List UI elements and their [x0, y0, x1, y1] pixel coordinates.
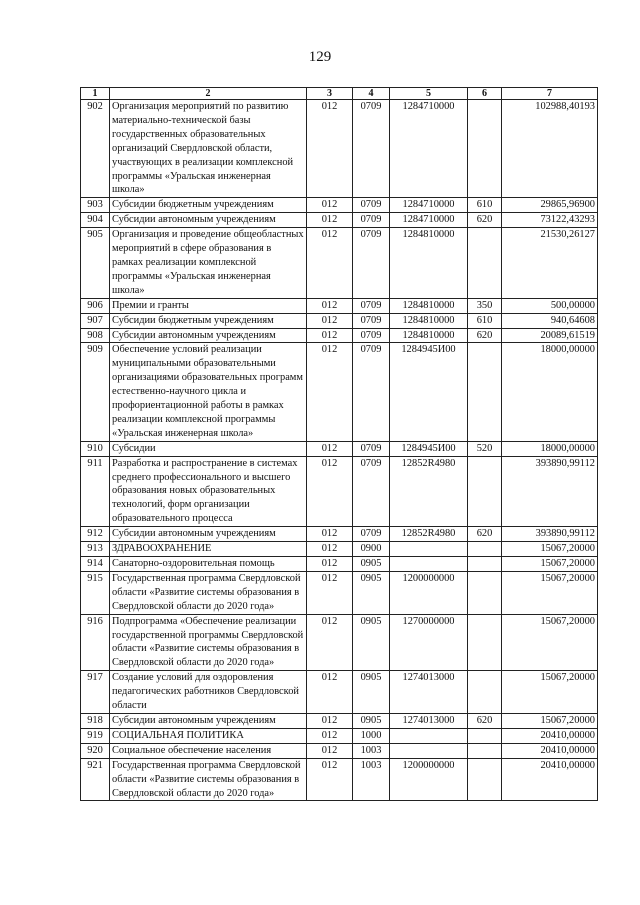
table-row	[81, 713, 598, 728]
table-row	[81, 213, 598, 228]
row-number: 910	[81, 441, 110, 456]
row-article-code: 1284945И00	[390, 441, 468, 456]
table-row	[81, 671, 598, 714]
row-expense-type: 620	[468, 213, 502, 228]
row-amount: 20410,00000	[502, 758, 598, 801]
row-section-code: 0709	[353, 198, 390, 213]
row-admin-code: 012	[307, 441, 353, 456]
row-section-code: 0709	[353, 213, 390, 228]
table-row	[81, 298, 598, 313]
row-section-code: 0900	[353, 542, 390, 557]
row-name: Санаторно-оздоровительная помощь	[110, 557, 307, 572]
header-col-6: 6	[468, 88, 502, 100]
row-expense-type	[468, 343, 502, 441]
row-article-code: 1284810000	[390, 228, 468, 299]
row-section-code: 1003	[353, 758, 390, 801]
table-row	[81, 456, 598, 527]
row-expense-type: 610	[468, 198, 502, 213]
row-article-code: 1200000000	[390, 571, 468, 614]
row-amount: 15067,20000	[502, 614, 598, 671]
row-name: Субсидии автономным учреждениям	[110, 527, 307, 542]
row-expense-type	[468, 228, 502, 299]
row-admin-code: 012	[307, 298, 353, 313]
table-row	[81, 614, 598, 671]
row-admin-code: 012	[307, 343, 353, 441]
row-expense-type: 350	[468, 298, 502, 313]
row-number: 914	[81, 557, 110, 572]
table-row	[81, 328, 598, 343]
row-name: Субсидии автономным учреждениям	[110, 328, 307, 343]
row-number: 903	[81, 198, 110, 213]
row-article-code	[390, 728, 468, 743]
row-admin-code: 012	[307, 542, 353, 557]
row-number: 907	[81, 313, 110, 328]
row-section-code: 0905	[353, 671, 390, 714]
header-col-7: 7	[502, 88, 598, 100]
row-amount: 15067,20000	[502, 713, 598, 728]
budget-table	[80, 87, 598, 801]
row-section-code: 0709	[353, 298, 390, 313]
row-name: СОЦИАЛЬНАЯ ПОЛИТИКА	[110, 728, 307, 743]
row-name: Подпрограмма «Обеспечение реализации государственной программы Свердловской области «Развитие системы образования в Свердловской области до 2020 года»	[110, 614, 307, 671]
header-col-4: 4	[353, 88, 390, 100]
row-section-code: 1003	[353, 743, 390, 758]
table-row	[81, 527, 598, 542]
row-admin-code: 012	[307, 671, 353, 714]
header-col-3: 3	[307, 88, 353, 100]
row-section-code: 0709	[353, 313, 390, 328]
table-body	[81, 100, 598, 801]
table-row	[81, 441, 598, 456]
row-amount: 15067,20000	[502, 671, 598, 714]
row-section-code: 0709	[353, 441, 390, 456]
row-expense-type	[468, 743, 502, 758]
row-number: 912	[81, 527, 110, 542]
row-amount: 393890,99112	[502, 527, 598, 542]
table-row	[81, 100, 598, 198]
row-article-code: 1284710000	[390, 198, 468, 213]
row-name: Субсидии бюджетным учреждениям	[110, 313, 307, 328]
table-row	[81, 542, 598, 557]
row-number: 913	[81, 542, 110, 557]
row-name: Организация и проведение общеобластных мероприятий в сфере образования в рамках реализации комплексной программы «Уральская инженерная школа»	[110, 228, 307, 299]
row-expense-type	[468, 671, 502, 714]
row-article-code	[390, 743, 468, 758]
row-name: Создание условий для оздоровления педагогических работников Свердловской области	[110, 671, 307, 714]
row-expense-type	[468, 542, 502, 557]
row-expense-type: 620	[468, 328, 502, 343]
row-admin-code: 012	[307, 614, 353, 671]
row-admin-code: 012	[307, 743, 353, 758]
table-row	[81, 758, 598, 801]
row-name: Субсидии бюджетным учреждениям	[110, 198, 307, 213]
table-row	[81, 198, 598, 213]
row-number: 921	[81, 758, 110, 801]
row-article-code: 1284810000	[390, 328, 468, 343]
row-section-code: 0905	[353, 713, 390, 728]
row-number: 908	[81, 328, 110, 343]
row-number: 919	[81, 728, 110, 743]
row-article-code: 1200000000	[390, 758, 468, 801]
row-amount: 18000,00000	[502, 343, 598, 441]
row-name: Государственная программа Свердловской области «Развитие системы образования в Свердловской области до 2020 года»	[110, 758, 307, 801]
row-section-code: 1000	[353, 728, 390, 743]
row-expense-type: 610	[468, 313, 502, 328]
row-amount: 29865,96900	[502, 198, 598, 213]
row-expense-type	[468, 758, 502, 801]
row-amount: 940,64608	[502, 313, 598, 328]
row-name: Субсидии	[110, 441, 307, 456]
row-expense-type: 620	[468, 527, 502, 542]
row-admin-code: 012	[307, 728, 353, 743]
row-section-code: 0905	[353, 571, 390, 614]
row-section-code: 0709	[353, 100, 390, 198]
row-amount: 500,00000	[502, 298, 598, 313]
row-article-code	[390, 557, 468, 572]
table-header-row	[81, 88, 598, 100]
row-amount: 102988,40193	[502, 100, 598, 198]
row-expense-type: 520	[468, 441, 502, 456]
row-amount: 20410,00000	[502, 728, 598, 743]
row-number: 909	[81, 343, 110, 441]
row-article-code: 1284810000	[390, 313, 468, 328]
row-section-code: 0905	[353, 557, 390, 572]
row-admin-code: 012	[307, 313, 353, 328]
page-number: 129	[308, 49, 332, 65]
row-article-code: 1284810000	[390, 298, 468, 313]
row-number: 906	[81, 298, 110, 313]
row-article-code: 1274013000	[390, 671, 468, 714]
row-number: 911	[81, 456, 110, 527]
row-expense-type	[468, 728, 502, 743]
table-row	[81, 557, 598, 572]
header-col-2: 2	[110, 88, 307, 100]
row-expense-type: 620	[468, 713, 502, 728]
row-expense-type	[468, 100, 502, 198]
table-row	[81, 343, 598, 441]
row-article-code: 1284710000	[390, 100, 468, 198]
row-admin-code: 012	[307, 557, 353, 572]
row-admin-code: 012	[307, 713, 353, 728]
row-number: 917	[81, 671, 110, 714]
table-row	[81, 571, 598, 614]
row-article-code: 12852R4980	[390, 527, 468, 542]
row-section-code: 0709	[353, 343, 390, 441]
row-number: 904	[81, 213, 110, 228]
table-row	[81, 313, 598, 328]
row-amount: 15067,20000	[502, 542, 598, 557]
row-expense-type	[468, 571, 502, 614]
header-col-5: 5	[390, 88, 468, 100]
row-name: ЗДРАВООХРАНЕНИЕ	[110, 542, 307, 557]
row-amount: 393890,99112	[502, 456, 598, 527]
row-amount: 20089,61519	[502, 328, 598, 343]
row-name: Обеспечение условий реализации муниципальными образовательными организациями образовательных программ естественно-научного цикла и профориентационной работы в рамках реализации комплексной программы «Уральская инженерная школа»	[110, 343, 307, 441]
row-article-code	[390, 542, 468, 557]
row-article-code: 12852R4980	[390, 456, 468, 527]
row-admin-code: 012	[307, 100, 353, 198]
row-amount: 20410,00000	[502, 743, 598, 758]
row-section-code: 0709	[353, 527, 390, 542]
row-name: Социальное обеспечение населения	[110, 743, 307, 758]
row-number: 915	[81, 571, 110, 614]
header-col-1: 1	[81, 88, 110, 100]
row-name: Государственная программа Свердловской области «Развитие системы образования в Свердловской области до 2020 года»	[110, 571, 307, 614]
row-admin-code: 012	[307, 456, 353, 527]
table-row	[81, 228, 598, 299]
row-expense-type	[468, 614, 502, 671]
row-name: Субсидии автономным учреждениям	[110, 713, 307, 728]
table-row	[81, 743, 598, 758]
row-section-code: 0709	[353, 228, 390, 299]
row-name: Субсидии автономным учреждениям	[110, 213, 307, 228]
row-amount: 73122,43293	[502, 213, 598, 228]
row-article-code: 1274013000	[390, 713, 468, 728]
row-number: 918	[81, 713, 110, 728]
row-amount: 18000,00000	[502, 441, 598, 456]
row-name: Премии и гранты	[110, 298, 307, 313]
row-amount: 15067,20000	[502, 557, 598, 572]
row-admin-code: 012	[307, 758, 353, 801]
table-row	[81, 728, 598, 743]
row-number: 916	[81, 614, 110, 671]
row-expense-type	[468, 557, 502, 572]
row-article-code: 1270000000	[390, 614, 468, 671]
row-admin-code: 012	[307, 198, 353, 213]
row-admin-code: 012	[307, 571, 353, 614]
row-admin-code: 012	[307, 213, 353, 228]
row-expense-type	[468, 456, 502, 527]
row-number: 905	[81, 228, 110, 299]
row-number: 902	[81, 100, 110, 198]
row-admin-code: 012	[307, 328, 353, 343]
row-article-code: 1284710000	[390, 213, 468, 228]
row-name: Разработка и распространение в системах среднего профессионального и высшего образования новых образовательных технологий, форм организации образовательного процесса	[110, 456, 307, 527]
row-admin-code: 012	[307, 228, 353, 299]
row-number: 920	[81, 743, 110, 758]
row-amount: 15067,20000	[502, 571, 598, 614]
row-section-code: 0905	[353, 614, 390, 671]
row-amount: 21530,26127	[502, 228, 598, 299]
row-section-code: 0709	[353, 328, 390, 343]
row-admin-code: 012	[307, 527, 353, 542]
row-name: Организация мероприятий по развитию материально-технической базы государственных образовательных организаций Свердловской области, участвующих в реализации комплексной программы «Уральская инженерная школа»	[110, 100, 307, 198]
row-article-code: 1284945И00	[390, 343, 468, 441]
row-section-code: 0709	[353, 456, 390, 527]
